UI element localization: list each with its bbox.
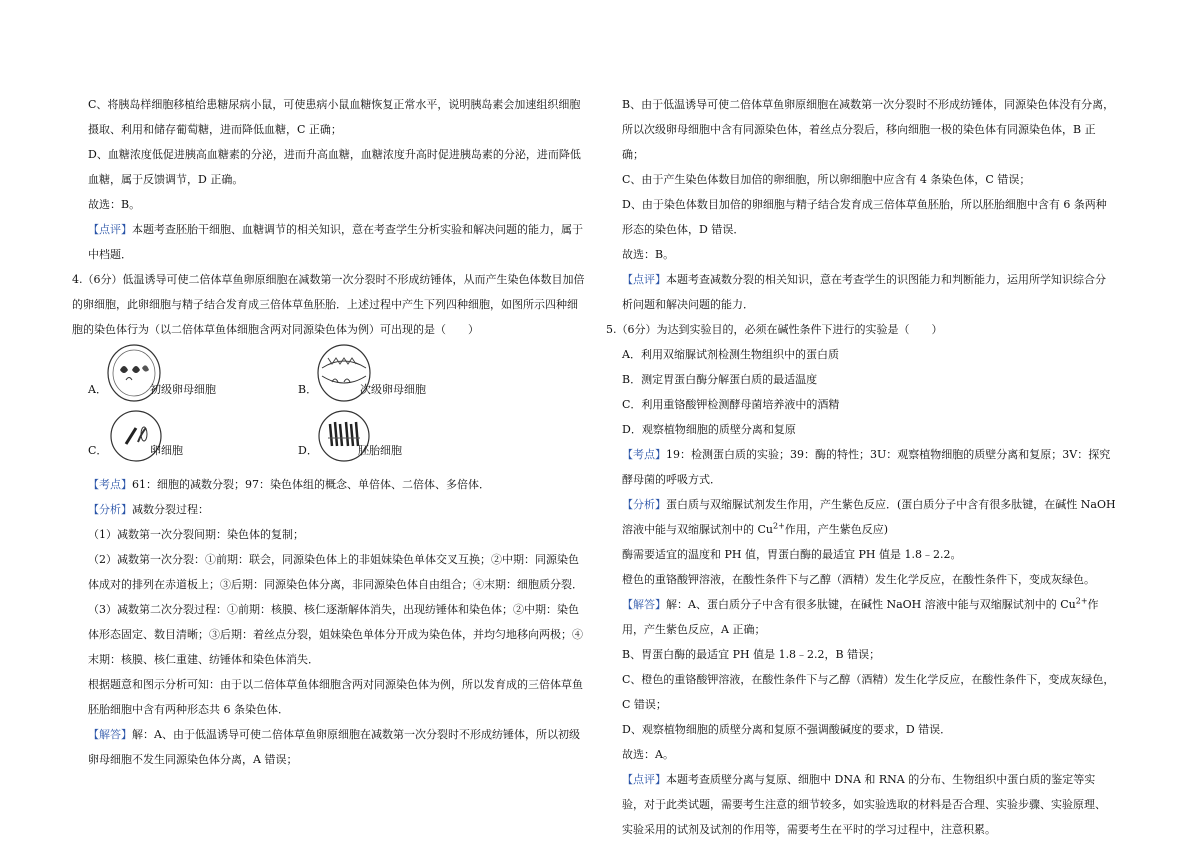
right-column [606,92,1116,842]
solution-text: 解：A、由于低温诱导可使二倍体草鱼卵原细胞在减数第一次分裂时不形成纺锤体，所以初级卵母细胞不发生同源染色体分离，A 错误； [88,728,580,766]
solution-tag: 【解答】 [622,598,666,611]
solution-right-4: D、观察植物细胞的质壁分离和复原不强调酸碱度的要求，D 错误． [622,723,952,736]
analysis-right [622,492,1116,542]
option-b: B．测定胃蛋白酶分解蛋白质的最适温度 [622,373,818,386]
review-text: 本题考查质壁分离与复原、细胞中 DNA 和 RNA 的分布、生物组织中蛋白质的鉴定等实验，对于此类试题，需要考生注意的细节较多，如实验选取的材料是否合理、实验步骤、实验原理、实验采用的试剂及试剂的作用等，需要考生在平时的学习过程中，注意积累。 [622,773,1106,836]
question-4: 4.（6分）低温诱导可使二倍体草鱼卵原细胞在减数第一次分裂时不形成纺锤体，从而产生染色体数目加倍的卵细胞，此卵细胞与精子结合发育成三倍体草鱼胚胎．上述过程中产生下列四种细胞，如图所示四种细胞的染色体行为（以二倍体草鱼体细胞含两对同源染色体为例）可出现的是（ ） [72,273,585,336]
review-tag: 【点评】 [622,773,666,786]
analysis-superscript: 2+ [773,521,785,531]
figure-d-letter: D． [298,444,318,457]
para-d-left: D、血糖浓度低促进胰高血糖素的分泌，进而升高血糖，血糖浓度升高时促进胰岛素的分泌，进而降低血糖，属于反馈调节，D 正确。 [88,148,581,186]
left-column [72,92,588,772]
analysis-left [88,497,588,522]
para-answer-right: 故选：B。 [622,248,675,261]
analysis-tag: 【分析】 [622,498,666,511]
figure-a-label: 初级卵母细胞 [150,383,216,396]
figure-a [88,342,288,407]
analysis-right-3: 橙色的重铬酸钾溶液，在酸性条件下与乙醇（酒精）发生化学反应，在酸性条件下，变成灰绿色。 [622,573,1095,586]
kaodian-text: 61：细胞的减数分裂；97：染色体组的概念、单倍体、二倍体、多倍体． [132,478,490,491]
solution-superscript: 2+ [1075,596,1088,606]
analysis-step-3: （3）减数第二次分裂过程：①前期：核膜、核仁逐渐解体消失，出现纺锤体和染色体；②中期：染色体形态固定、数目清晰；③后期：着丝点分裂，姐妹染色单体分开成为染色体，并均匀地移向两极；④末期：核膜、核仁重建、纺锤体和染色体消失． [88,603,583,666]
review-tag: 【点评】 [88,223,132,236]
kaodian-tag: 【考点】 [622,448,666,461]
figure-d [298,408,498,472]
analysis-text: 减数分裂过程： [132,503,209,516]
review-right [622,267,1116,317]
solution-left [88,722,588,772]
analysis-text-b: 作用，产生紫色反应) [784,523,889,536]
kaodian-text: 19：检测蛋白质的实验；39：酶的特性；3U：观察植物细胞的质壁分离和复原；3V：探究酵母菌的呼吸方式． [622,448,1111,486]
kaodian-tag: 【考点】 [88,478,132,491]
analysis-tag: 【分析】 [88,503,132,516]
review-text: 本题考查胚胎干细胞、血糖调节的相关知识，意在考查学生分析实验和解决问题的能力，属于中档题． [88,223,583,261]
figure-b-letter: B． [298,383,318,396]
analysis-right-2: 酶需要适宜的温度和 PH 值，胃蛋白酶的最适宜 PH 值是 1.8﹣2.2。 [622,548,962,561]
analysis-step-1: （1）减数第一次分裂间期：染色体的复制； [88,528,304,541]
solution-tag: 【解答】 [88,728,132,741]
option-d: D．观察植物细胞的质壁分离和复原 [622,423,796,436]
para-c-right: C、由于产生染色体数目加倍的卵细胞，所以卵细胞中应含有 4 条染色体，C 错误； [622,173,1031,186]
para-b-right: B、由于低温诱导可使二倍体草鱼卵原细胞在减数第一次分裂时不形成纺锤体，同源染色体没有分离，所以次级卵母细胞中含有同源染色体，着丝点分裂后，移向细胞一极的染色体有同源染色体，B 正确； [622,98,1115,161]
solution-right-3: C、橙色的重铬酸钾溶液，在酸性条件下与乙醇（酒精）发生化学反应，在酸性条件下，变成灰绿色，C 错误； [622,673,1115,711]
analysis-conclusion: 根据题意和图示分析可知：由于以二倍体草鱼体细胞含两对同源染色体为例，所以发育成的三倍体草鱼胚胎细胞中含有两种形态共 6 条染色体． [88,678,583,716]
kaodian-left [88,472,588,497]
figure-a-letter: A． [88,383,107,396]
figure-b-label: 次级卵母细胞 [360,383,426,396]
review-right-2 [622,767,1116,842]
solution-right [622,592,1116,642]
figure-c [88,408,288,472]
para-d-right: D、由于染色体数目加倍的卵细胞与精子结合发育成三倍体草鱼胚胎，所以胚胎细胞中含有 6 条两种形态的染色体，D 错误． [622,198,1107,236]
question-4-figures [88,342,588,472]
analysis-text-a: 蛋白质与双缩脲试剂发生作用，产生紫色反应．(蛋白质分子中含有很多肽键，在碱性 NaOH 溶液中能与双缩脲试剂中的 Cu [622,498,1116,536]
option-a: A．利用双缩脲试剂检测生物组织中的蛋白质 [622,348,839,361]
solution-text-b: 作用，产生紫色反应，A 正确； [622,598,1099,636]
para-review-left [88,217,588,267]
solution-right-2: B、胃蛋白酶的最适宜 PH 值是 1.8﹣2.2，B 错误； [622,648,881,661]
figure-d-label: 胚胎细胞 [358,444,402,457]
analysis-step-2: （2）减数第一次分裂：①前期：联会，同源染色体上的非姐妹染色单体交叉互换；②中期：同源染色体成对的排列在赤道板上；③后期：同源染色体分离，非同源染色体自由组合；④末期：细胞质分裂． [88,553,583,591]
figure-c-letter: C． [88,444,108,457]
kaodian-right [622,442,1116,492]
question-5: 5.（6分）为达到实验目的，必须在碱性条件下进行的实验是（ ） [606,323,943,336]
option-c: C．利用重铬酸钾检测酵母菌培养液中的酒精 [622,398,840,411]
solution-right-5: 故选：A。 [622,748,674,761]
para-c-left: C、将胰岛样细胞移植给患糖尿病小鼠，可使患病小鼠血糖恢复正常水平，说明胰岛素会加速组织细胞摄取、利用和储存葡萄糖，进而降低血糖，C 正确； [88,98,581,136]
review-text: 本题考查减数分裂的相关知识，意在考查学生的识图能力和判断能力，运用所学知识综合分析问题和解决问题的能力． [622,273,1106,311]
para-answer-left: 故选：B。 [88,198,141,211]
figure-c-label: 卵细胞 [150,444,183,457]
figure-b [298,342,498,407]
review-tag: 【点评】 [622,273,666,286]
solution-text-a: 解：A、蛋白质分子中含有很多肽键，在碱性 NaOH 溶液中能与双缩脲试剂中的 Cu [666,598,1076,611]
